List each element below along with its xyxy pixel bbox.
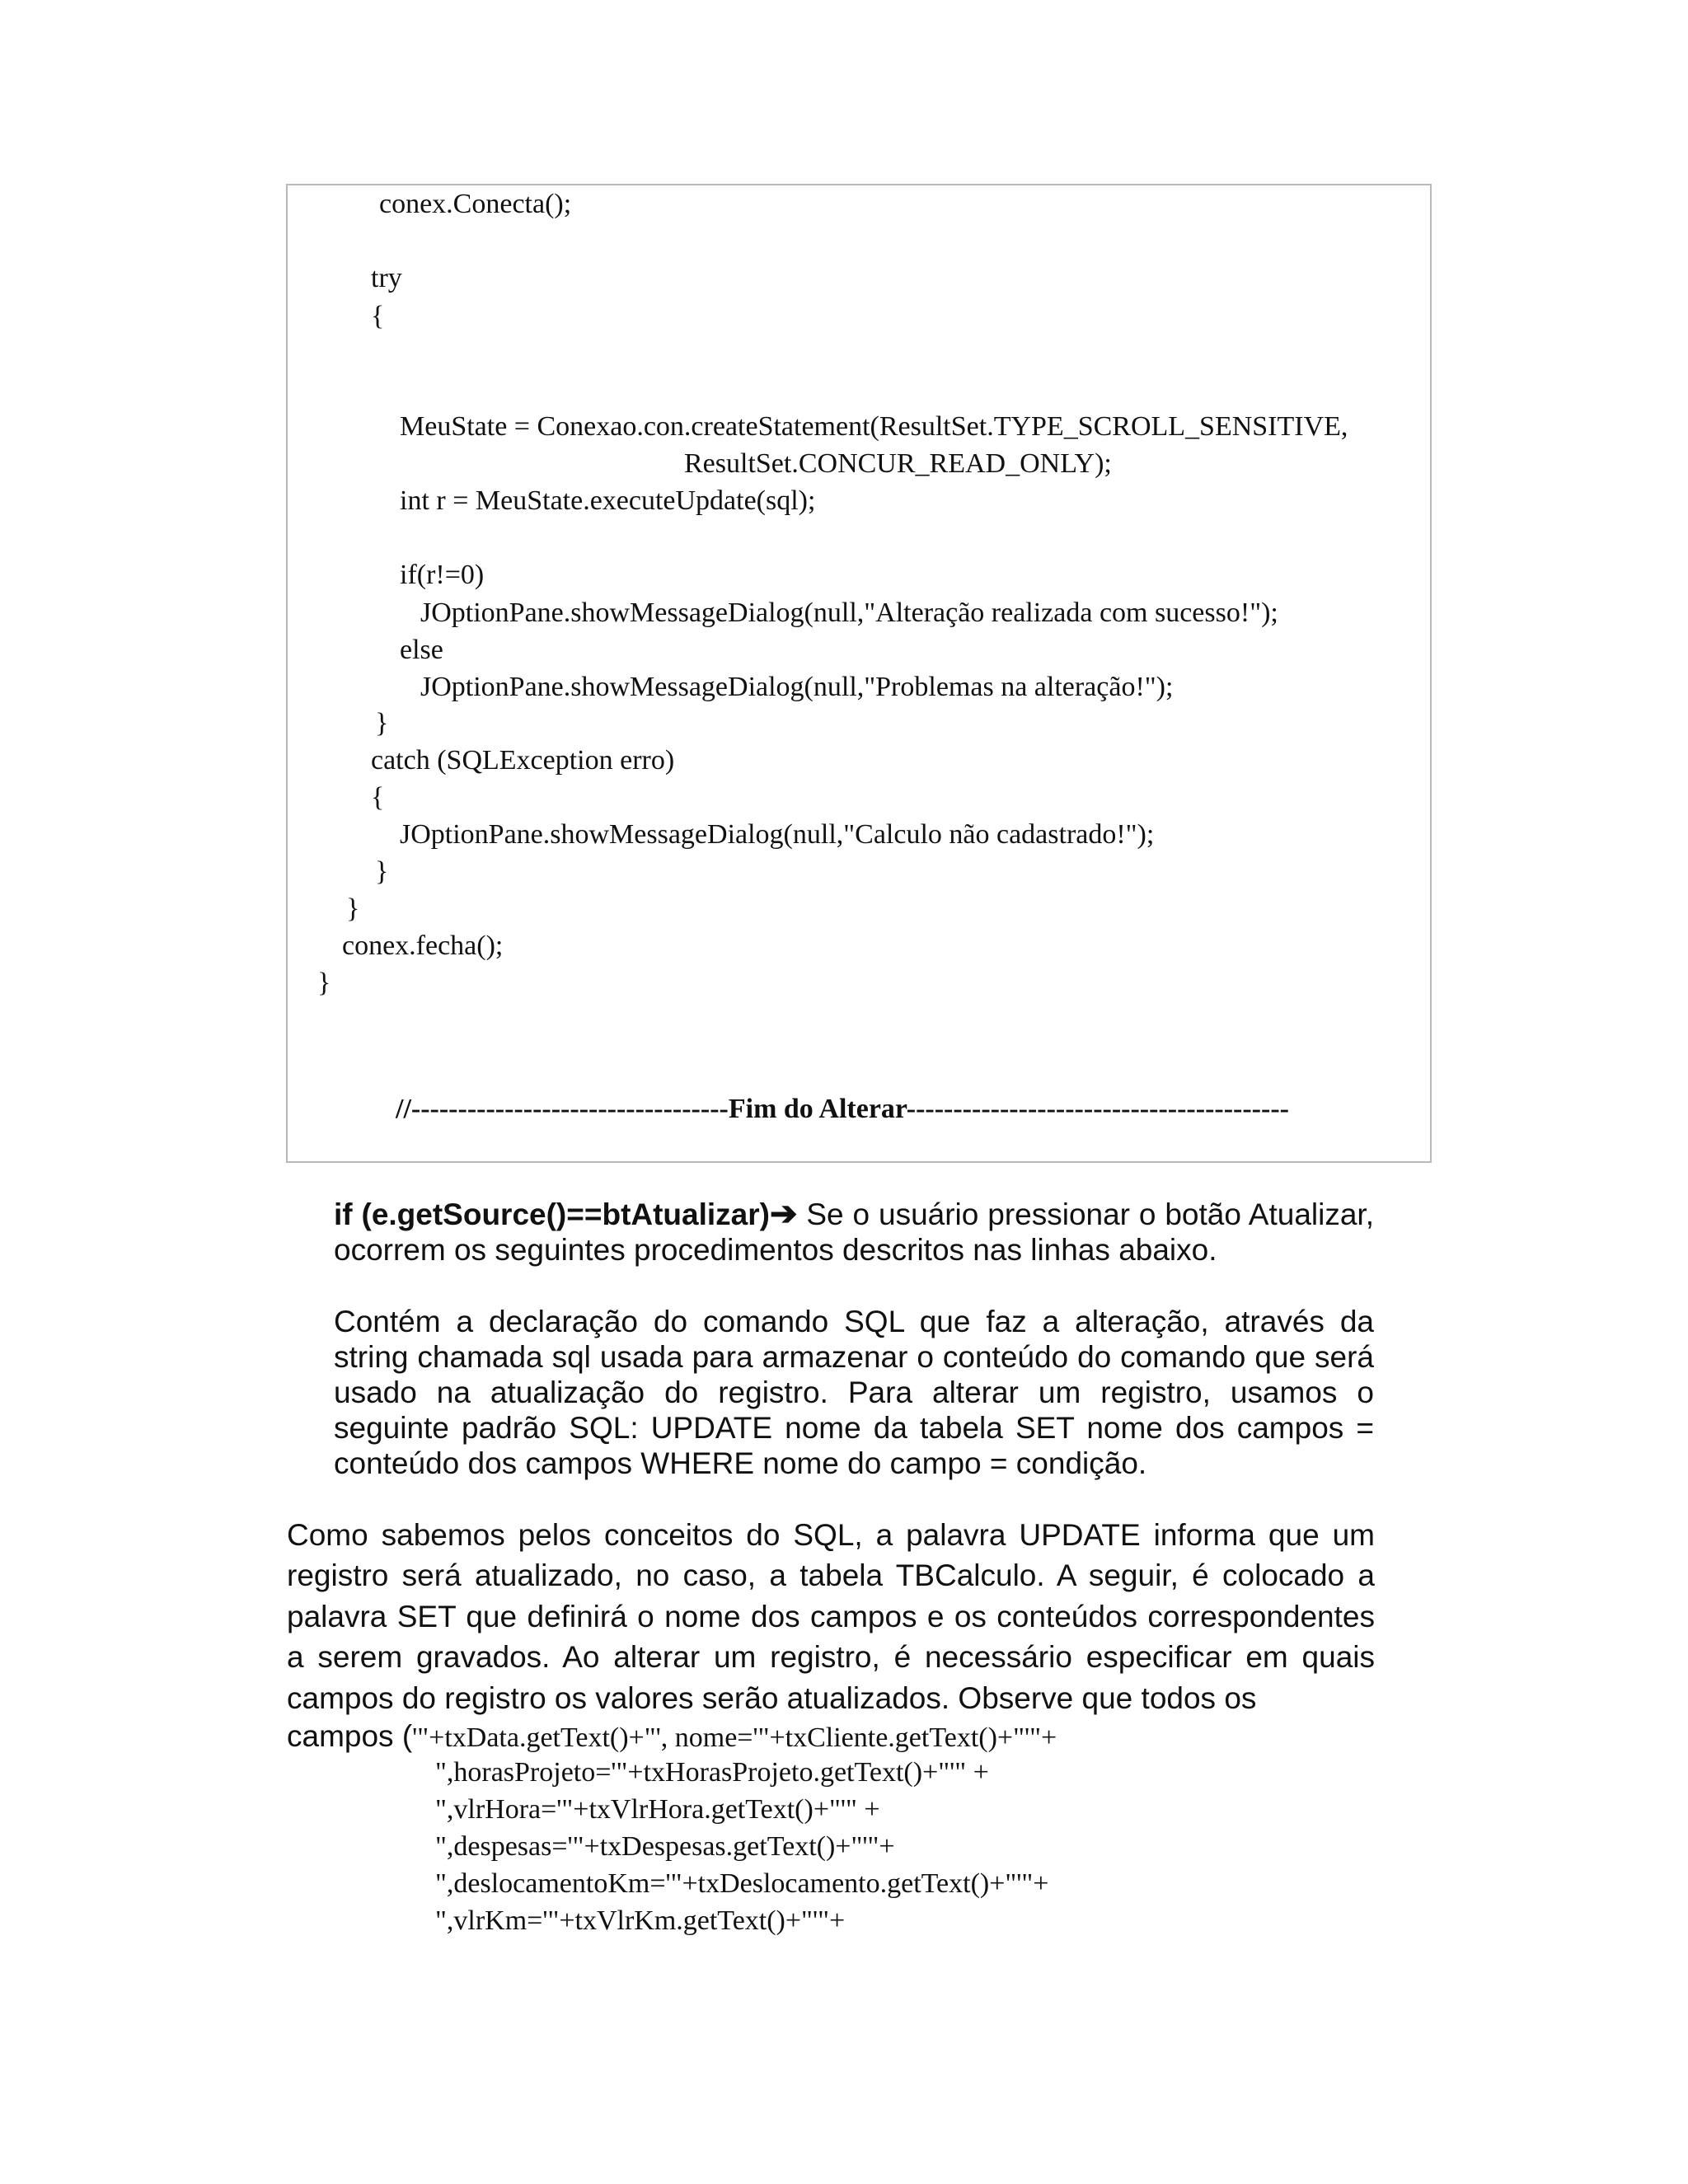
campos-prefix: campos ( [287,1719,413,1753]
arrow-right-icon: ➔ [769,1196,798,1232]
code-line-catch: catch (SQLException erro) [371,745,675,776]
paragraph-atualizar [334,1197,1374,1268]
code-line-vlr-hora: ",vlrHora='"+txVlrHora.getText()+"'" + [435,1794,880,1825]
code-line-fecha: conex.fecha(); [342,930,504,961]
code-line-concur-read-only: ResultSet.CONCUR_READ_ONLY); [684,448,1112,479]
code-line-despesas: ",despesas='"+txDespesas.getText()+"'"+ [435,1831,895,1862]
code-line-success-dialog: JOptionPane.showMessageDialog(null,"Alteração realizada com sucesso!"); [420,598,1278,628]
code-line-method-close: } [346,893,360,924]
code-line-problem-dialog: JOptionPane.showMessageDialog(null,"Problemas na alteração!"); [420,672,1174,702]
code-line-close-try: } [375,708,389,738]
code-line-horas-projeto: ",horasProjeto='"+txHorasProjeto.getText()+"'" + [435,1757,989,1788]
code-line-else: else [400,635,443,665]
code-line-create-statement: MeuState = Conexao.con.createStatement(ResultSet.TYPE_SCROLL_SENSITIVE, [400,411,1348,442]
code-get-source: if (e.getSource()==btAtualizar) [334,1197,770,1231]
code-inline-data: '"+txData.getText()+"', nome='"+txCliente.getText()+"'"+ [412,1722,1057,1753]
paragraph-sql-declaration: Contém a declaração do comando SQL que faz a alteração, através da string chamada sql usada para armazenar o conteúdo do comando que será usado na atualização do registro. Para alterar um registro, usamos o seguinte padrão SQL: UPDATE nome da tabela SET nome dos campos = conteúdo dos campos WHERE nome do campo = condição. [334,1305,1374,1480]
code-line-class-close: } [317,968,331,998]
code-line-vlr-km: ",vlrKm='"+txVlrKm.getText()+"'"+ [435,1905,846,1936]
code-line-connect: conex.Conecta(); [379,189,572,219]
paragraph-update-explanation [287,1515,1375,1718]
paragraph-update-text: Como sabemos pelos conceitos do SQL, a palavra UPDATE informa que um registro será atualizado, no caso, a tabela TBCalculo. A seguir, é colocado a palavra SET que definirá o nome dos campos e os conteúdos correspondentes a serem gravados. Ao alterar um registro, é necessário especificar em quais campos do registro os valores serão atualizados. Observe que todos os [287,1518,1375,1715]
paragraph-atualizar-text: Se o usuário pressionar o botão Atualizar, ocorrem os seguintes procedimentos descritos nas linhas abaixo. [334,1197,1374,1267]
code-line-catch-close: } [375,856,389,887]
code-line-catch-open: { [371,782,385,813]
code-line-open-brace: { [371,301,385,331]
code-line-try: try [371,263,402,293]
code-line-error-dialog: JOptionPane.showMessageDialog(null,"Calculo não cadastrado!"); [400,819,1155,850]
code-line-execute-update: int r = MeuState.executeUpdate(sql); [400,485,816,516]
code-line-if: if(r!=0) [400,560,485,590]
paragraph-update-last-line [287,1718,1375,1755]
code-comment-end-alterar: //----------------------------------Fim do Alterar----------------------------------------- [396,1094,1289,1124]
code-line-deslocamento: ",deslocamentoKm='"+txDeslocamento.getText()+"'"+ [435,1868,1049,1899]
